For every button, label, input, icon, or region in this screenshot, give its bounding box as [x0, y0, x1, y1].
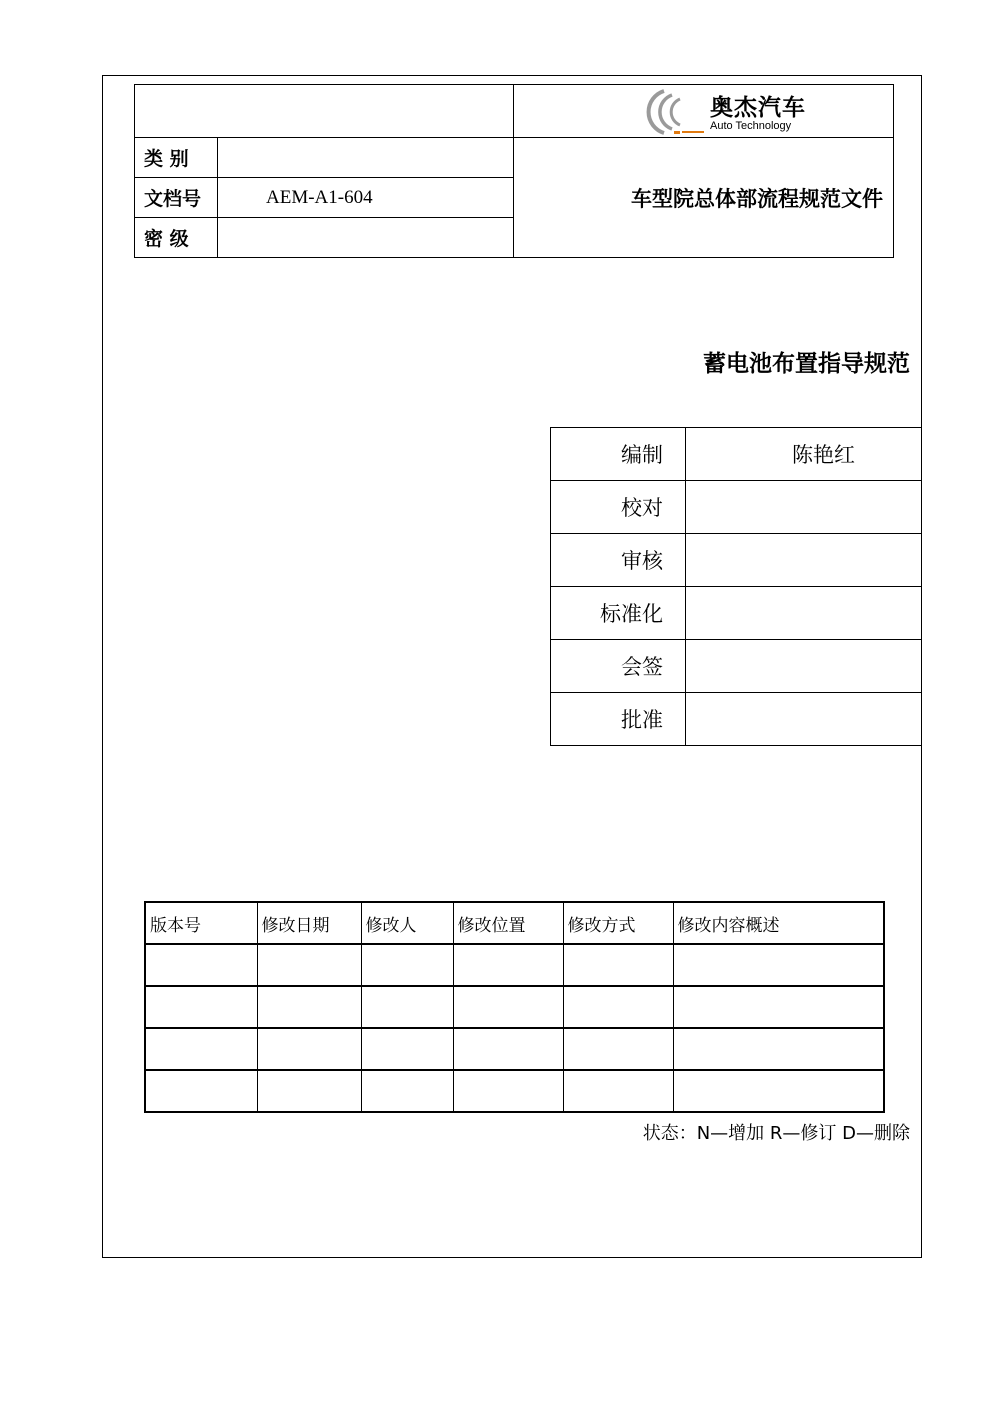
approval-row	[551, 587, 922, 640]
logo-chinese-name: 奥杰汽车	[710, 95, 806, 121]
revision-header-cell: 修改日期	[257, 902, 361, 944]
header-blank-cell	[135, 85, 514, 138]
revision-header-row	[145, 902, 884, 944]
revision-cell	[145, 1028, 257, 1070]
revision-cell	[145, 944, 257, 986]
category-label: 类 别	[135, 138, 218, 178]
revision-cell	[145, 986, 257, 1028]
revision-cell	[257, 944, 361, 986]
revision-row	[145, 1028, 884, 1070]
approval-name	[686, 587, 922, 640]
revision-row	[145, 986, 884, 1028]
approval-role: 审核	[551, 534, 686, 587]
category-value	[218, 138, 514, 178]
revision-header-cell: 修改方式	[563, 902, 673, 944]
revision-cell	[453, 986, 563, 1028]
document-type-title: 车型院总体部流程规范文件	[514, 138, 894, 258]
revision-table	[144, 901, 885, 1113]
revision-cell	[673, 944, 884, 986]
approval-name	[686, 693, 922, 746]
approval-name	[686, 481, 922, 534]
revision-cell	[145, 1070, 257, 1112]
revision-row	[145, 944, 884, 986]
approval-row	[551, 640, 922, 693]
document-number-label: 文档号	[135, 178, 218, 218]
revision-cell	[673, 1070, 884, 1112]
header-table	[134, 84, 894, 258]
approval-row	[551, 481, 922, 534]
revision-cell	[257, 1028, 361, 1070]
revision-cell	[361, 944, 453, 986]
logo-arc-icon	[636, 87, 706, 137]
document-number-value: AEM-A1-604	[218, 178, 514, 218]
company-logo	[514, 85, 893, 137]
approval-row	[551, 534, 922, 587]
approval-role: 校对	[551, 481, 686, 534]
revision-cell	[257, 1070, 361, 1112]
approval-name	[686, 640, 922, 693]
status-legend: 状态：N—增加 R—修订 D—删除	[642, 1123, 910, 1144]
revision-cell	[563, 1070, 673, 1112]
revision-cell	[453, 1028, 563, 1070]
revision-header-cell: 修改人	[361, 902, 453, 944]
revision-cell	[673, 986, 884, 1028]
approval-role: 会签	[551, 640, 686, 693]
revision-cell	[257, 986, 361, 1028]
approval-table	[550, 427, 922, 746]
revision-cell	[361, 1070, 453, 1112]
revision-header-cell: 修改内容概述	[673, 902, 884, 944]
revision-row	[145, 1070, 884, 1112]
revision-cell	[453, 1070, 563, 1112]
revision-cell	[673, 1028, 884, 1070]
approval-name	[686, 534, 922, 587]
approval-name: 陈艳红	[686, 428, 922, 481]
revision-cell	[453, 944, 563, 986]
confidentiality-label: 密 级	[135, 218, 218, 258]
main-title: 蓄电池布置指导规范	[703, 351, 910, 377]
logo-english-name: Auto Technology	[710, 120, 792, 132]
approval-role: 标准化	[551, 587, 686, 640]
approval-role: 编制	[551, 428, 686, 481]
revision-cell	[563, 944, 673, 986]
revision-cell	[563, 1028, 673, 1070]
approval-row	[551, 428, 922, 481]
revision-cell	[361, 1028, 453, 1070]
revision-cell	[563, 986, 673, 1028]
approval-row	[551, 693, 922, 746]
revision-header-cell: 修改位置	[453, 902, 563, 944]
revision-cell	[361, 986, 453, 1028]
revision-header-cell: 版本号	[145, 902, 257, 944]
logo-cell	[514, 85, 894, 138]
confidentiality-value	[218, 218, 514, 258]
approval-role: 批准	[551, 693, 686, 746]
